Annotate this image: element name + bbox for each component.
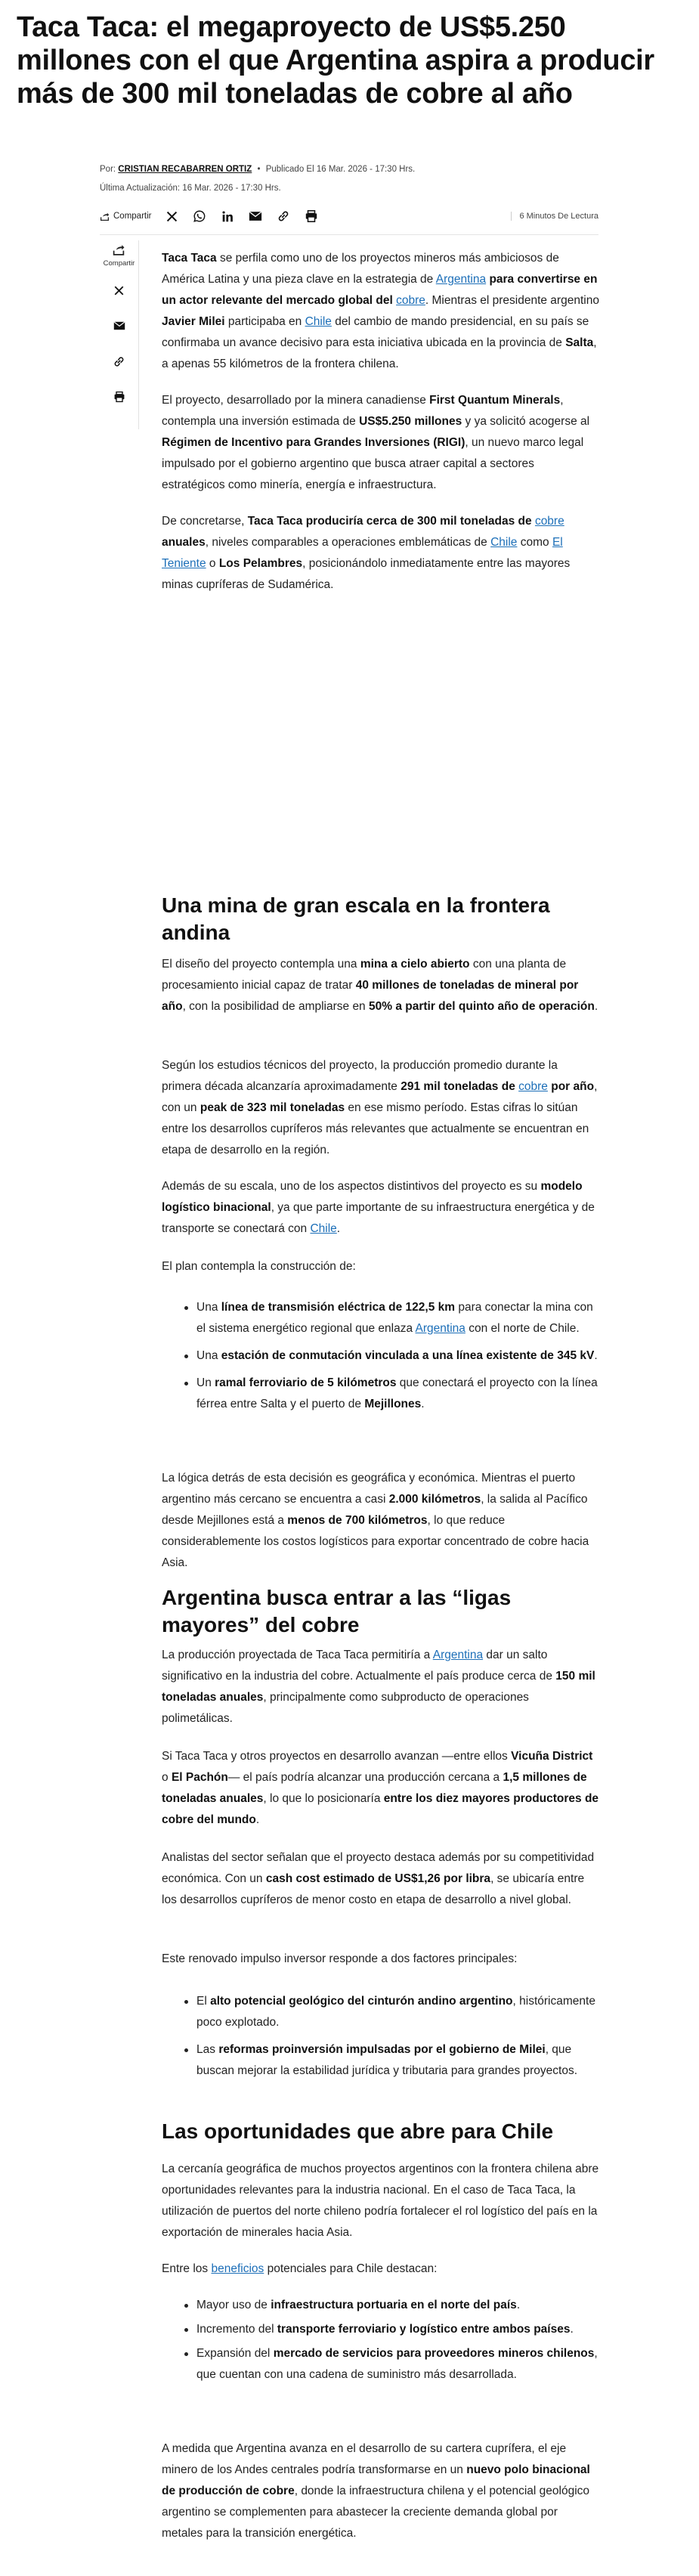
rail-link-button[interactable] [112, 354, 127, 369]
linkedin-icon [221, 210, 234, 223]
x-icon [113, 285, 125, 296]
paragraph-6: Además de su escala, uno de los aspectos distintivos del proyecto es su modelo logístico binacional, ya que parte importante de su infraestructura energética y de transporte se conectará con Chile. [162, 1180, 595, 1235]
rail-share-label: Compartir [103, 259, 135, 268]
whatsapp-icon [193, 209, 206, 223]
rail-email-button[interactable] [112, 318, 127, 333]
share-icon [112, 243, 125, 256]
share-bar [100, 206, 598, 227]
section-heading-argentina: Argentina busca entrar a las “ligas mayores” del cobre [162, 1586, 512, 1636]
paragraph-intro: Taca Taca se perfila como uno de los proyectos mineros más ambiciosos de América Latina y una pieza clave en la estrategia de Argentina para convertirse en un actor relevante del mercado global del cobre. Mientras el presidente argentino Javier Milei participaba en Chile del cambio de mando presidencial, en su país se confirmaba un avance decisivo para esta iniciativa ubicada en la provincia de Salta, a apenas 55 kilómetros de la frontera chilena. [162, 252, 599, 370]
meta-divider [100, 234, 598, 235]
rail-share-button[interactable] [104, 243, 135, 268]
list-item: Mayor uso de infraestructura portuaria en el norte del país. [162, 2295, 600, 2316]
paragraph-4: El diseño del proyecto contempla una mina a cielo abierto con una planta de procesamiento inicial capaz de tratar 40 millones de toneladas de mineral por año, con la posibilidad de ampliarse en 50% a partir del quinto año de operación. [162, 958, 598, 1013]
paragraph-10: Si Taca Taca y otros proyectos en desarrollo avanzan —entre ellos Vicuña District o El Pachón— el país podría alcanzar una producción cercana a 1,5 millones de toneladas anuales, lo que lo posicionaría entre los diez mayores productores de cobre del mundo. [162, 1750, 599, 1826]
link-cobre[interactable]: cobre [534, 515, 564, 528]
link-el-teniente[interactable]: El Teniente [162, 536, 563, 570]
article-title: Taca Taca: el megaproyecto de US$5.250 millones con el que Argentina aspira a producir más de 300 mil toneladas de cobre al año [17, 11, 654, 110]
link-beneficios[interactable]: beneficios [211, 2262, 264, 2275]
link-argentina[interactable]: Argentina [435, 273, 487, 286]
email-share-button[interactable] [248, 209, 263, 224]
sticky-share-rail [100, 240, 139, 429]
published-date: Publicado El 16 Mar. 2026 - 17:30 Hrs. [265, 165, 416, 174]
byline-row [100, 160, 598, 179]
link-argentina[interactable]: Argentina [432, 1649, 484, 1661]
factors-list [162, 1991, 600, 2082]
email-icon [249, 211, 262, 221]
link-argentina[interactable]: Argentina [415, 1322, 465, 1335]
list-item: Una estación de conmutación vinculada a una línea existente de 345 kV. [162, 1345, 600, 1367]
email-icon [113, 321, 125, 330]
paragraph-11: Analistas del sector señalan que el proyecto destaca además por su competitividad económica. Con un cash cost estimado de US$1,26 por libra, se ubicaría entre los desarrollos cupríferos de menor costo en etapa de desarrollo a nivel global. [162, 1851, 595, 1906]
paragraph-2: El proyecto, desarrollado por la minera canadiense First Quantum Minerals, contempla una inversión estimada de US$5.250 millones y ya solicitó acogerse al Régimen de Incentivo para Grandes Inversiones (RIGI), un nuevo marco legal impulsado por el gobierno argentino que busca atraer capital a sectores estratégicos como minería, energía e infraestructura. [162, 394, 590, 491]
linkedin-share-button[interactable] [220, 209, 235, 224]
share-icon [100, 212, 110, 221]
section-heading-mina: Una mina de gran escala en la frontera andina [162, 893, 550, 944]
updated-date: Última Actualización: 16 Mar. 2026 - 17:30 Hrs. [100, 184, 281, 193]
share-label: Compartir [113, 212, 152, 221]
print-icon [305, 209, 318, 223]
list-item: El alto potencial geológico del cinturón andino argentino, históricamente poco explotado. [162, 1991, 600, 2033]
section-heading-chile: Las oportunidades que abre para Chile [162, 2119, 554, 2143]
rail-print-button[interactable] [112, 389, 127, 404]
list-item: Una línea de transmisión eléctrica de 122,5 km para conectar la mina con el sistema energético regional que enlaza Argentina con el norte de Chile. [162, 1297, 600, 1339]
reading-time: 6 Minutos De Lectura [511, 212, 598, 221]
x-icon [165, 210, 178, 223]
print-button[interactable] [304, 209, 319, 224]
meta-separator: • [257, 165, 261, 174]
paragraph-13: La cercanía geográfica de muchos proyectos argentinos con la frontera chilena abre oportunidades relevantes para la industria nacional. En el caso de Taca Taca, la utilización de puertos del norte chileno podría fortalecer el rol logístico del país en la exportación de minerales hacia Asia. [162, 2163, 599, 2239]
paragraph-15: A medida que Argentina avanza en el desarrollo de su cartera cuprífera, el eje minero de los Andes centrales podría transformarse en un nuevo polo binacional de producción de cobre, donde la infraestructura chilena y el potencial geológico argentino se complementen para abastecer la creciente demanda global por metales para la transición energética. [162, 2442, 590, 2540]
link-cobre[interactable]: cobre [396, 294, 425, 307]
list-item: Las reformas proinversión impulsadas por el gobierno de Milei, que buscan mejorar la estabilidad jurídica y tributaria para grandes proyectos. [162, 2039, 600, 2082]
ad-space [162, 627, 600, 877]
paragraph-7: El plan contempla la construcción de: [162, 1260, 356, 1273]
link-cobre[interactable]: cobre [518, 1080, 548, 1093]
list-item: Expansión del mercado de servicios para proveedores mineros chilenos, que cuentan con una cadena de suministro más desarrollada. [162, 2343, 600, 2386]
x-share-button[interactable] [164, 209, 179, 224]
whatsapp-share-button[interactable] [192, 209, 207, 224]
link-chile[interactable]: Chile [305, 315, 332, 328]
infrastructure-list [162, 1297, 600, 1415]
byline-label: Por: [100, 165, 116, 174]
benefits-list [162, 2295, 600, 2386]
paragraph-12: Este renovado impulso inversor responde a dos factores principales: [162, 1952, 518, 1965]
paragraph-8: La lógica detrás de esta decisión es geográfica y económica. Mientras el puerto argentino más cercano se encuentra a casi 2.000 kilómetros, la salida al Pacífico desde Mejillones está a menos de 700 kilómetros, lo que reduce considerablemente los costos logísticos para exportar concentrado de cobre hacia Asia. [162, 1472, 589, 1569]
share-button[interactable] [100, 212, 151, 221]
paragraph-14: Entre los beneficios potenciales para Chile destacan: [162, 2262, 438, 2275]
print-icon [113, 391, 125, 403]
article-meta [100, 160, 598, 198]
link-chile[interactable]: Chile [490, 536, 518, 549]
rail-x-button[interactable] [112, 283, 127, 298]
list-item: Un ramal ferroviario de 5 kilómetros que conectará el proyecto con la línea férrea entre Salta y el puerto de Mejillones. [162, 1373, 600, 1415]
paragraph-3: De concretarse, Taca Taca produciría cerca de 300 mil toneladas de cobre anuales, niveles comparables a operaciones emblemáticas de Chile como El Teniente o Los Pelambres, posicionándolo inmediatamente entre las mayores minas cupríferas de Sudamérica. [162, 515, 571, 591]
author-link[interactable]: CRISTIAN RECABARREN ORTIZ [118, 165, 252, 174]
link-icon [277, 209, 290, 223]
copy-link-button[interactable] [276, 209, 291, 224]
link-icon [113, 355, 125, 368]
paragraph-5: Según los estudios técnicos del proyecto, la producción promedio durante la primera década alcanzaría aproximadamente 291 mil toneladas de cobre por año, con un peak de 323 mil toneladas en ese mismo período. Estas cifras lo sitúan entre los desarrollos cupríferos más relevantes que actualmente se encuentran en etapa de desarrollo en la región. [162, 1059, 598, 1156]
list-item: Incremento del transporte ferroviario y logístico entre ambos países. [162, 2319, 600, 2340]
link-chile[interactable]: Chile [310, 1222, 337, 1235]
paragraph-9: La producción proyectada de Taca Taca permitiría a Argentina dar un salto significativo en la industria del cobre. Actualmente el país produce cerca de 150 mil toneladas anuales, principalmente como subproducto de operaciones polimetálicas. [162, 1649, 595, 1725]
